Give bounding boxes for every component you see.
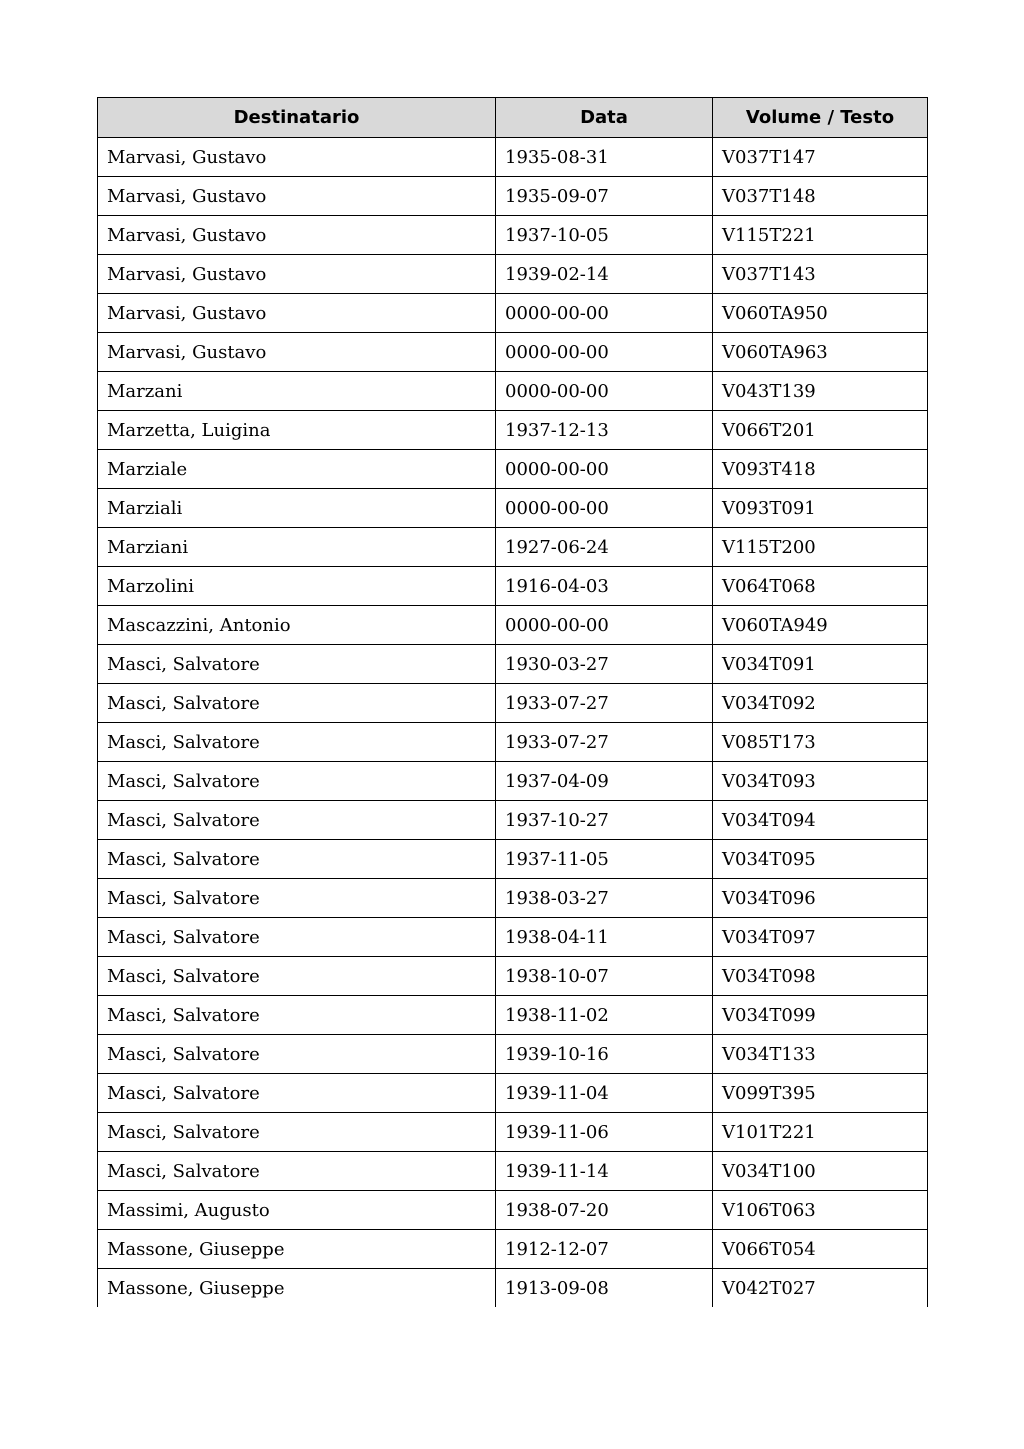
table-row bbox=[98, 528, 928, 567]
cell-data: 0000-00-00 bbox=[496, 333, 713, 372]
cell-data: 1939-11-14 bbox=[496, 1152, 713, 1191]
cell-data: 1937-11-05 bbox=[496, 840, 713, 879]
cell-destinatario: Marvasi, Gustavo bbox=[98, 216, 496, 255]
cell-destinatario: Masci, Salvatore bbox=[98, 645, 496, 684]
cell-destinatario: Masci, Salvatore bbox=[98, 723, 496, 762]
cell-destinatario: Masci, Salvatore bbox=[98, 1113, 496, 1152]
table-row bbox=[98, 1035, 928, 1074]
cell-destinatario: Marziali bbox=[98, 489, 496, 528]
table-header bbox=[98, 98, 928, 138]
cell-volume-testo: V034T100 bbox=[713, 1152, 928, 1191]
cell-data: 1938-11-02 bbox=[496, 996, 713, 1035]
cell-data: 1939-11-06 bbox=[496, 1113, 713, 1152]
cell-destinatario: Masci, Salvatore bbox=[98, 957, 496, 996]
table-row bbox=[98, 567, 928, 606]
cell-destinatario: Masci, Salvatore bbox=[98, 840, 496, 879]
cell-data: 1939-10-16 bbox=[496, 1035, 713, 1074]
cell-volume-testo: V037T148 bbox=[713, 177, 928, 216]
cell-destinatario: Marvasi, Gustavo bbox=[98, 294, 496, 333]
table-row bbox=[98, 294, 928, 333]
cell-destinatario: Marvasi, Gustavo bbox=[98, 333, 496, 372]
cell-data: 0000-00-00 bbox=[496, 372, 713, 411]
table-row bbox=[98, 762, 928, 801]
table-row bbox=[98, 1191, 928, 1230]
cell-data: 0000-00-00 bbox=[496, 489, 713, 528]
cell-data: 1935-08-31 bbox=[496, 138, 713, 177]
cell-volume-testo: V093T418 bbox=[713, 450, 928, 489]
table-row bbox=[98, 372, 928, 411]
cell-destinatario: Masci, Salvatore bbox=[98, 1152, 496, 1191]
cell-data: 1938-07-20 bbox=[496, 1191, 713, 1230]
cell-destinatario: Masci, Salvatore bbox=[98, 996, 496, 1035]
cell-volume-testo: V034T097 bbox=[713, 918, 928, 957]
cell-destinatario: Masci, Salvatore bbox=[98, 1074, 496, 1113]
cell-volume-testo: V037T143 bbox=[713, 255, 928, 294]
column-header-data: Data bbox=[496, 98, 713, 138]
cell-destinatario: Marzetta, Luigina bbox=[98, 411, 496, 450]
cell-data: 0000-00-00 bbox=[496, 606, 713, 645]
cell-destinatario: Marziale bbox=[98, 450, 496, 489]
cell-data: 1937-12-13 bbox=[496, 411, 713, 450]
table-row bbox=[98, 957, 928, 996]
table-row bbox=[98, 879, 928, 918]
table-row bbox=[98, 1230, 928, 1269]
cell-volume-testo: V099T395 bbox=[713, 1074, 928, 1113]
column-header-destinatario: Destinatario bbox=[98, 98, 496, 138]
cell-volume-testo: V037T147 bbox=[713, 138, 928, 177]
cell-volume-testo: V034T091 bbox=[713, 645, 928, 684]
cell-data: 1939-11-04 bbox=[496, 1074, 713, 1113]
table-row bbox=[98, 255, 928, 294]
cell-volume-testo: V066T054 bbox=[713, 1230, 928, 1269]
cell-volume-testo: V060TA963 bbox=[713, 333, 928, 372]
cell-destinatario: Marzolini bbox=[98, 567, 496, 606]
cell-destinatario: Masci, Salvatore bbox=[98, 762, 496, 801]
table-row bbox=[98, 996, 928, 1035]
cell-data: 1933-07-27 bbox=[496, 723, 713, 762]
cell-destinatario: Marziani bbox=[98, 528, 496, 567]
table-row bbox=[98, 177, 928, 216]
cell-data: 1927-06-24 bbox=[496, 528, 713, 567]
cell-volume-testo: V034T099 bbox=[713, 996, 928, 1035]
cell-volume-testo: V034T098 bbox=[713, 957, 928, 996]
cell-data: 0000-00-00 bbox=[496, 294, 713, 333]
cell-destinatario: Marzani bbox=[98, 372, 496, 411]
cell-data: 0000-00-00 bbox=[496, 450, 713, 489]
column-header-volume-testo: Volume / Testo bbox=[713, 98, 928, 138]
cell-volume-testo: V034T094 bbox=[713, 801, 928, 840]
cell-destinatario: Masci, Salvatore bbox=[98, 801, 496, 840]
cell-destinatario: Massimi, Augusto bbox=[98, 1191, 496, 1230]
cell-volume-testo: V066T201 bbox=[713, 411, 928, 450]
table-row bbox=[98, 1152, 928, 1191]
table-row bbox=[98, 723, 928, 762]
table-row bbox=[98, 1269, 928, 1308]
cell-volume-testo: V034T095 bbox=[713, 840, 928, 879]
table-row bbox=[98, 606, 928, 645]
cell-data: 1937-10-27 bbox=[496, 801, 713, 840]
table-row bbox=[98, 684, 928, 723]
cell-volume-testo: V093T091 bbox=[713, 489, 928, 528]
cell-destinatario: Masci, Salvatore bbox=[98, 1035, 496, 1074]
cell-data: 1937-10-05 bbox=[496, 216, 713, 255]
cell-volume-testo: V060TA950 bbox=[713, 294, 928, 333]
cell-data: 1933-07-27 bbox=[496, 684, 713, 723]
table-row bbox=[98, 411, 928, 450]
table-row bbox=[98, 489, 928, 528]
cell-volume-testo: V043T139 bbox=[713, 372, 928, 411]
table-row bbox=[98, 1113, 928, 1152]
table-row bbox=[98, 216, 928, 255]
cell-destinatario: Masci, Salvatore bbox=[98, 918, 496, 957]
cell-volume-testo: V034T093 bbox=[713, 762, 928, 801]
cell-volume-testo: V034T133 bbox=[713, 1035, 928, 1074]
table-row bbox=[98, 1074, 928, 1113]
header-row bbox=[98, 98, 928, 138]
cell-volume-testo: V115T200 bbox=[713, 528, 928, 567]
cell-data: 1938-04-11 bbox=[496, 918, 713, 957]
table-row bbox=[98, 138, 928, 177]
cell-volume-testo: V101T221 bbox=[713, 1113, 928, 1152]
cell-destinatario: Marvasi, Gustavo bbox=[98, 177, 496, 216]
cell-volume-testo: V085T173 bbox=[713, 723, 928, 762]
cell-data: 1913-09-08 bbox=[496, 1269, 713, 1308]
table-body bbox=[98, 138, 928, 1308]
table-row bbox=[98, 450, 928, 489]
cell-destinatario: Masci, Salvatore bbox=[98, 879, 496, 918]
cell-destinatario: Marvasi, Gustavo bbox=[98, 138, 496, 177]
cell-destinatario: Mascazzini, Antonio bbox=[98, 606, 496, 645]
cell-data: 1938-03-27 bbox=[496, 879, 713, 918]
cell-volume-testo: V034T092 bbox=[713, 684, 928, 723]
cell-volume-testo: V115T221 bbox=[713, 216, 928, 255]
cell-destinatario: Marvasi, Gustavo bbox=[98, 255, 496, 294]
table-row bbox=[98, 840, 928, 879]
table-row bbox=[98, 801, 928, 840]
table-row bbox=[98, 333, 928, 372]
cell-volume-testo: V064T068 bbox=[713, 567, 928, 606]
cell-volume-testo: V060TA949 bbox=[713, 606, 928, 645]
cell-destinatario: Masci, Salvatore bbox=[98, 684, 496, 723]
cell-destinatario: Massone, Giuseppe bbox=[98, 1269, 496, 1308]
cell-data: 1937-04-09 bbox=[496, 762, 713, 801]
cell-volume-testo: V034T096 bbox=[713, 879, 928, 918]
cell-volume-testo: V042T027 bbox=[713, 1269, 928, 1308]
table-row bbox=[98, 918, 928, 957]
letters-index-table bbox=[97, 97, 928, 1307]
cell-data: 1916-04-03 bbox=[496, 567, 713, 606]
cell-data: 1930-03-27 bbox=[496, 645, 713, 684]
cell-volume-testo: V106T063 bbox=[713, 1191, 928, 1230]
table-row bbox=[98, 645, 928, 684]
cell-destinatario: Massone, Giuseppe bbox=[98, 1230, 496, 1269]
cell-data: 1912-12-07 bbox=[496, 1230, 713, 1269]
cell-data: 1938-10-07 bbox=[496, 957, 713, 996]
cell-data: 1939-02-14 bbox=[496, 255, 713, 294]
cell-data: 1935-09-07 bbox=[496, 177, 713, 216]
